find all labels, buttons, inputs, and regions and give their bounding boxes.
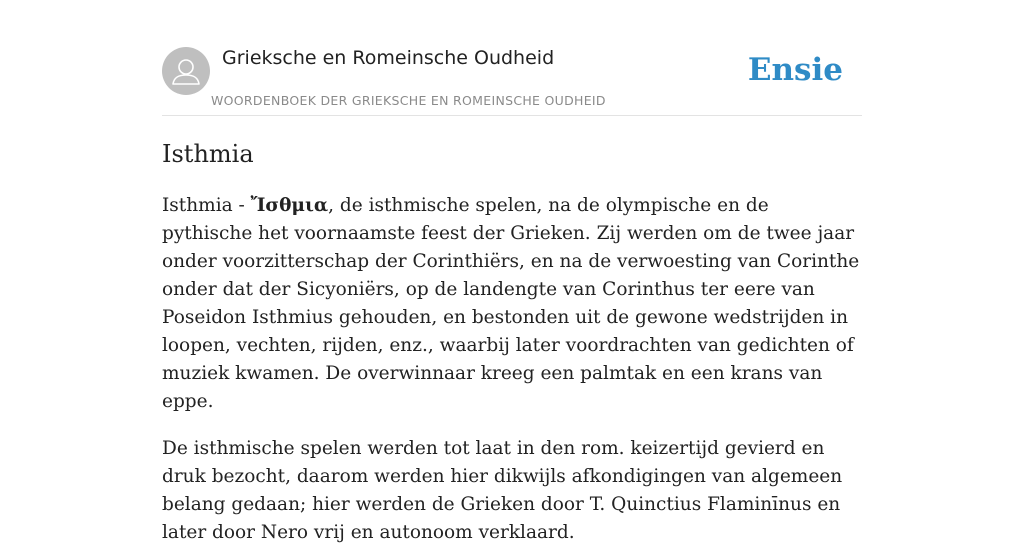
greek-term: Ἴσθμια: [250, 195, 329, 216]
entry-content: [162, 137, 862, 547]
avatar[interactable]: [162, 47, 210, 95]
entry-text: , de isthmische spelen, na de olympische en de pythische het voornaamste feest der Grieken. Zij werden om de twee jaar onder voorzitterschap der Corinthiërs, en na de verwoesting van Corinthe onder dat der Sicyoniërs, op de landengte van Corinthus ter eere van Poseidon Isthmius gehouden, en bestonden uit de gewone wedstrijden in loopen, vechten, rijden, enz., waarbij later voordrachten van gedichten of muziek kwamen. De overwinnaar kreeg een palmtak en een krans van eppe.: [162, 195, 860, 412]
entry-paragraph-2: De isthmische spelen werden tot laat in den rom. keizertijd gevierd en druk bezocht, daarom werden hier dikwijls afkondigingen van algemeen belang gedaan; hier werden de Grieken door T. Quinctius Flaminīnus en later door Nero vrij en autonoom verklaard.: [162, 438, 843, 543]
entry-title: Isthmia: [162, 140, 254, 168]
header: [162, 46, 862, 116]
user-icon: [162, 47, 210, 95]
entry-paragraph-1: [162, 192, 862, 416]
entry-lead: Isthmia -: [162, 195, 251, 216]
site-title[interactable]: Grieksche en Romeinsche Oudheid: [222, 47, 555, 69]
brand-logo[interactable]: Ensie: [747, 52, 843, 88]
site-subtitle: WOORDENBOEK DER GRIEKSCHE EN ROMEINSCHE OUDHEID: [211, 93, 606, 108]
